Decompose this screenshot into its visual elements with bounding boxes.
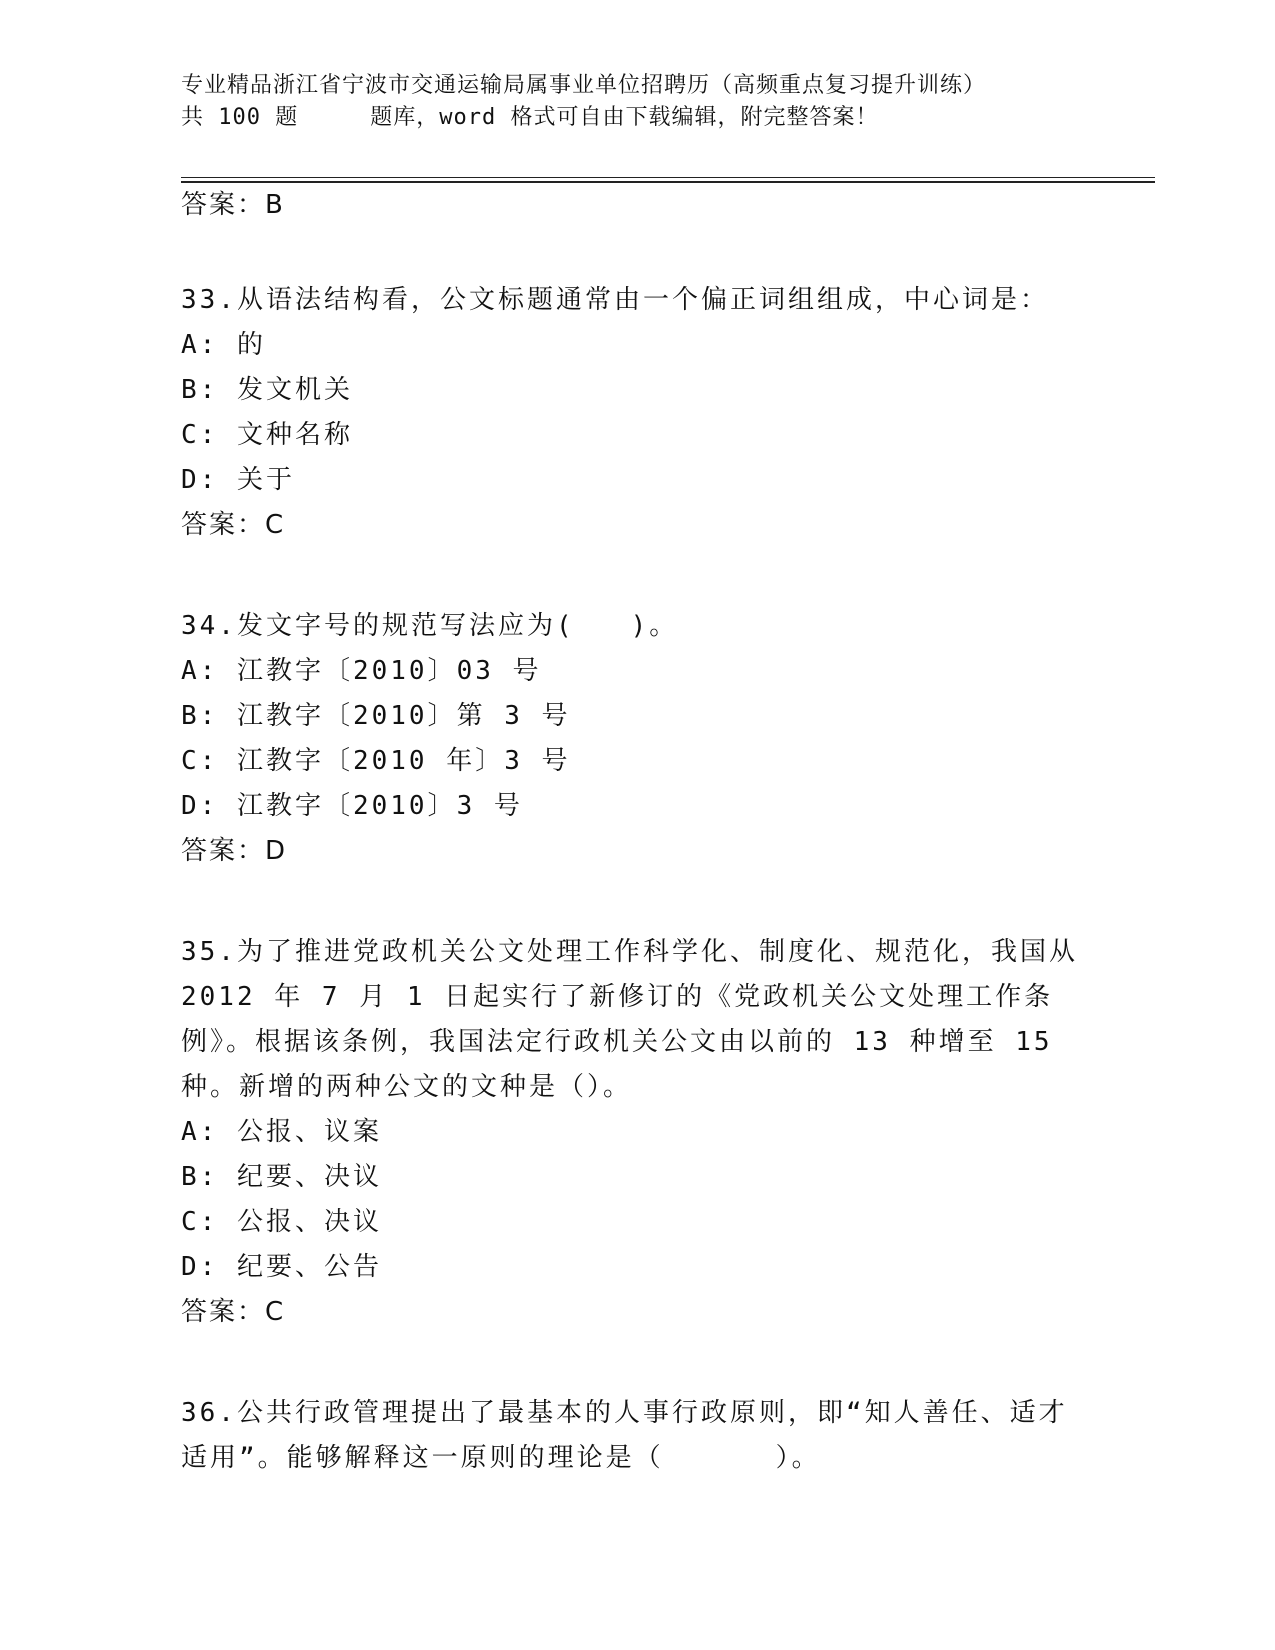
- option-a: A: 江教字〔2010〕03 号: [181, 656, 542, 686]
- question-35: [181, 930, 1081, 1335]
- header-gap: [298, 102, 370, 134]
- option-b: B: 发文机关: [181, 375, 353, 405]
- previous-answer: 答案：B: [181, 190, 285, 220]
- header-divider-thick: [181, 181, 1155, 183]
- question-stem: 35.为了推进党政机关公文处理工作科学化、制度化、规范化，我国从2012 年 7 月 1 日起实行了新修订的《党政机关公文处理工作条例》。根据该条例，我国法定行政机关公文由以前的 13 种增至 15 种。新增的两种公文的文种是（）。: [181, 937, 1078, 1102]
- option-c: C: 江教字〔2010 年〕3 号: [181, 746, 571, 776]
- question-stem: 33.从语法结构看，公文标题通常由一个偏正词组组成，中心词是：: [181, 285, 1049, 315]
- question-36: [181, 1391, 1081, 1481]
- question-33: [181, 278, 1081, 548]
- option-b: B: 江教字〔2010〕第 3 号: [181, 701, 571, 731]
- header-divider-thin: [181, 177, 1155, 178]
- option-a: A: 的: [181, 330, 266, 360]
- option-c: C: 公报、决议: [181, 1207, 382, 1237]
- question-stem: 36.公共行政管理提出了最基本的人事行政原则，即“知人善任、适才适用”。能够解释这一原则的理论是（ ）。: [181, 1398, 1068, 1473]
- header-subtitle: [181, 102, 1081, 134]
- header-description: 题库，word 格式可自由下载编辑，附完整答案！: [370, 105, 879, 130]
- option-d: D: 关于: [181, 465, 295, 495]
- option-d: D: 纪要、公告: [181, 1252, 382, 1282]
- answer: 答案：C: [181, 510, 286, 540]
- question-34: [181, 604, 1081, 874]
- answer: 答案：D: [181, 836, 288, 866]
- question-stem: 34.发文字号的规范写法应为( )。: [181, 611, 679, 641]
- option-d: D: 江教字〔2010〕3 号: [181, 791, 523, 821]
- answer: 答案：C: [181, 1297, 286, 1327]
- header-question-count: 共 100 题: [181, 105, 299, 130]
- option-a: A: 公报、议案: [181, 1117, 382, 1147]
- option-b: B: 纪要、决议: [181, 1162, 382, 1192]
- document-body: [181, 190, 1081, 1537]
- option-c: C: 文种名称: [181, 420, 353, 450]
- page-header: [181, 70, 1081, 134]
- header-title: 专业精品浙江省宁波市交通运输局属事业单位招聘历（高频重点复习提升训练）: [181, 73, 987, 98]
